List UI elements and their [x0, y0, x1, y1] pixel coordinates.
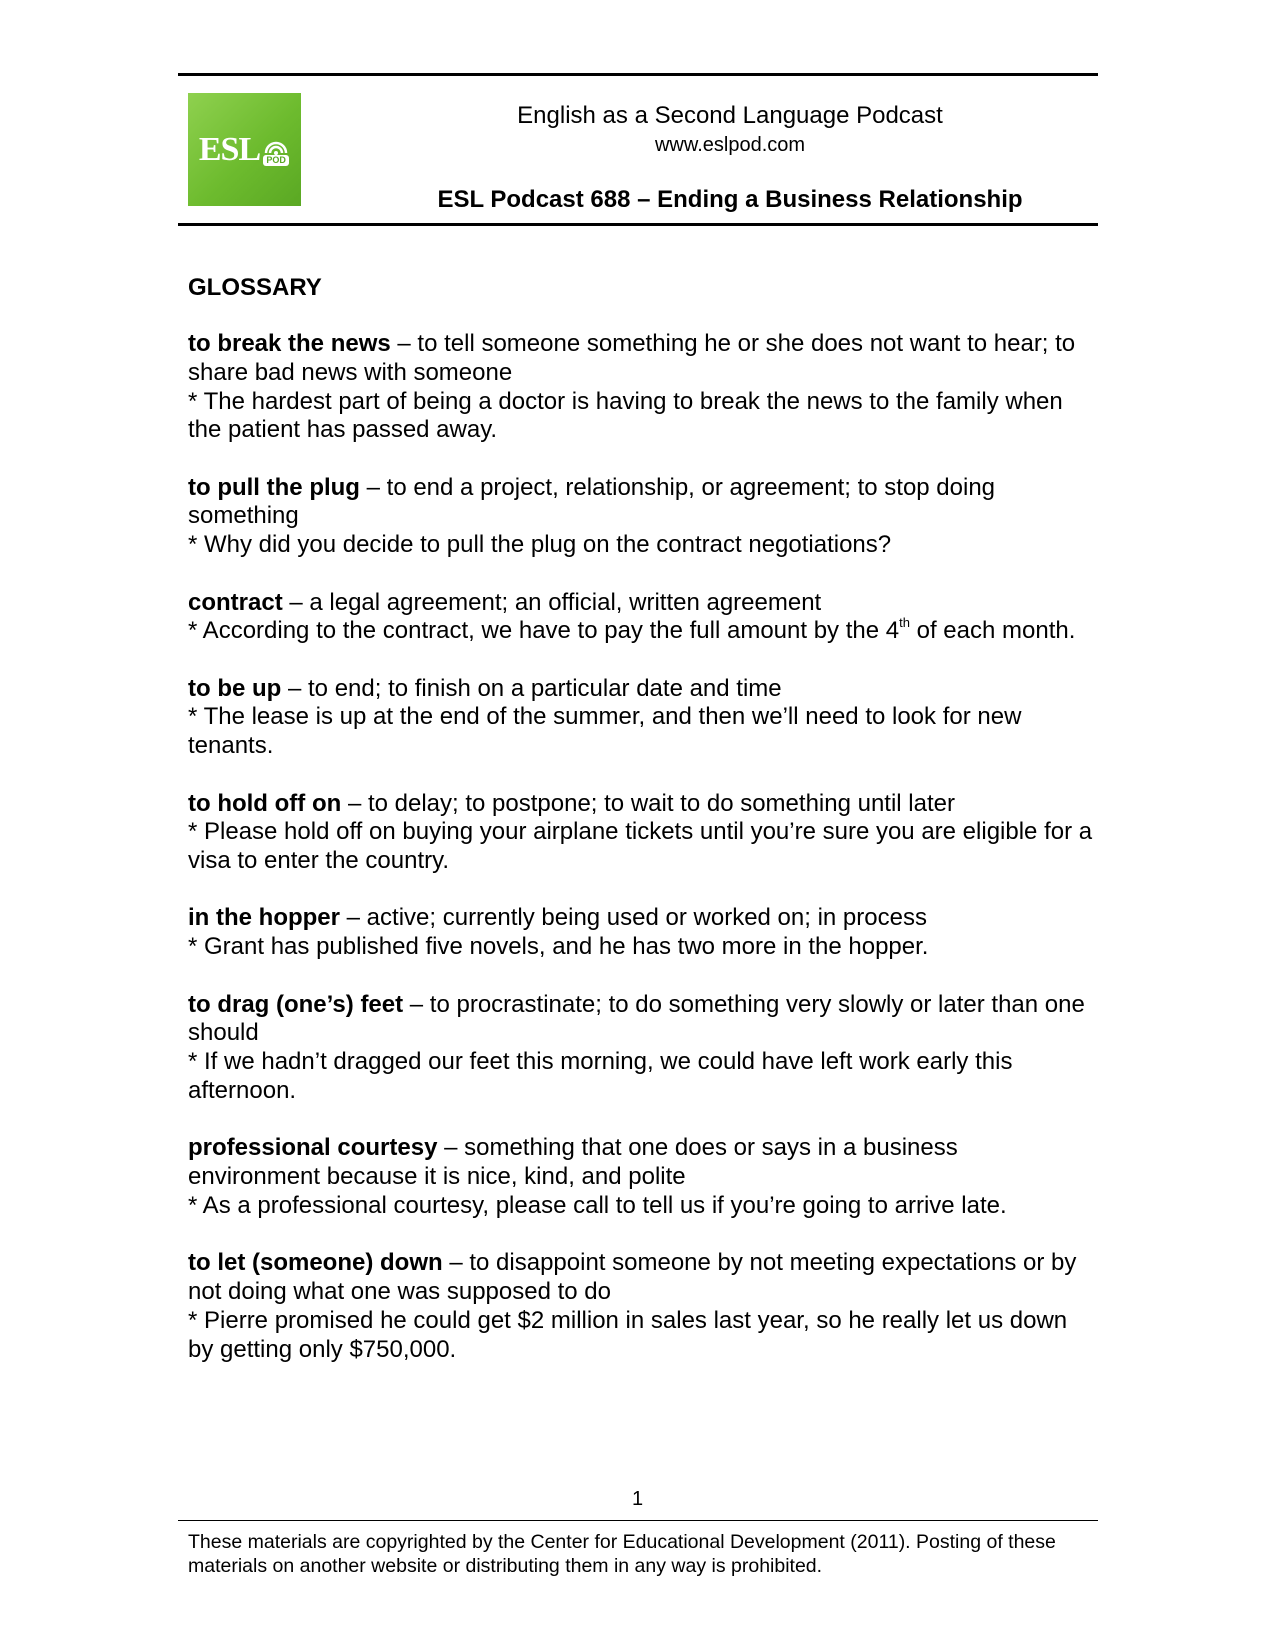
glossary-example: * Pierre promised he could get $2 million in sales last year, so he really let us down by getting only $750,000.	[188, 1306, 1068, 1363]
glossary-entry	[188, 589, 1093, 647]
section-title: GLOSSARY	[188, 274, 322, 301]
glossary-entry	[188, 1134, 1093, 1220]
ordinal-suffix: th	[899, 615, 910, 631]
glossary-term: in the hopper	[188, 904, 340, 932]
glossary-example-text: of each month.	[909, 617, 1076, 645]
glossary-term: to drag (one’s) feet	[188, 990, 404, 1018]
podcast-signal-icon	[262, 139, 290, 166]
glossary-example: * The lease is up at the end of the summer, and then we’ll need to look for new tenants.	[188, 703, 1022, 760]
glossary-definition: – to delay; to postpone; to wait to do something until later	[341, 789, 955, 817]
glossary-term: contract	[188, 588, 283, 616]
episode-title: ESL Podcast 688 – Ending a Business Relationship	[437, 186, 1023, 213]
glossary-example: * Please hold off on buying your airplane tickets until you’re sure you are eligible for a visa to enter the country.	[188, 818, 1093, 875]
glossary-definition: – to procrastinate; to do something very slowly or later than one should	[188, 990, 1085, 1047]
glossary-example: * Why did you decide to pull the plug on the contract negotiations?	[188, 531, 892, 559]
glossary-definition: – to end; to finish on a particular date and time	[281, 674, 782, 702]
header-bottom-rule	[178, 223, 1098, 226]
footer-rule	[178, 1520, 1098, 1521]
copyright-footer: These materials are copyrighted by the Center for Educational Development (2011). Posting of these materials on another website or distributing them in any way is prohibited.	[188, 1531, 1056, 1577]
glossary-example: * The hardest part of being a doctor is having to break the news to the family when the patient has passed away.	[188, 387, 1063, 444]
glossary-definition: – to tell someone something he or she does not want to hear; to share bad news with someone	[188, 330, 1076, 386]
glossary-definition: – a legal agreement; an official, written agreement	[282, 588, 822, 616]
glossary-entry	[188, 330, 1093, 445]
page-number: 1	[631, 1488, 644, 1510]
glossary-example: * As a professional courtesy, please call to tell us if you’re going to arrive late.	[188, 1191, 1007, 1219]
glossary-example: * Grant has published five novels, and he has two more in the hopper.	[188, 933, 929, 961]
glossary-term: to pull the plug	[188, 473, 360, 501]
glossary-entry	[188, 904, 1093, 962]
glossary-example-text: * According to the contract, we have to pay the full amount by the 4	[188, 617, 900, 645]
glossary-entry	[188, 991, 1093, 1106]
glossary-term: to let (someone) down	[188, 1249, 443, 1277]
glossary-term: to be up	[188, 674, 282, 702]
header-top-rule	[178, 73, 1098, 76]
glossary-definition: – something that one does or says in a business environment because it is nice, kind, and polite	[188, 1134, 958, 1191]
glossary-list	[188, 330, 1093, 1393]
glossary-definition: – active; currently being used or worked on; in process	[340, 904, 927, 932]
podcast-url: www.eslpod.com	[654, 134, 806, 156]
glossary-entry	[188, 474, 1093, 560]
glossary-example	[188, 617, 1093, 646]
glossary-term: to hold off on	[188, 789, 342, 817]
eslpod-logo	[188, 93, 301, 206]
glossary-entry	[188, 675, 1093, 761]
glossary-entry	[188, 790, 1093, 876]
podcast-title: English as a Second Language Podcast	[517, 102, 943, 129]
glossary-example: * If we hadn’t dragged our feet this morning, we could have left work early this afternoon.	[188, 1048, 1013, 1104]
glossary-term: professional courtesy	[188, 1134, 438, 1162]
logo-pod-label: POD	[263, 155, 289, 166]
glossary-entry	[188, 1249, 1093, 1364]
glossary-term: to break the news	[188, 330, 391, 357]
logo-text: ESL	[198, 130, 261, 168]
glossary-definition: – to disappoint someone by not meeting expectations or by not doing what one was supposed to do	[188, 1249, 1077, 1305]
glossary-definition: – to end a project, relationship, or agreement; to stop doing something	[188, 473, 996, 530]
